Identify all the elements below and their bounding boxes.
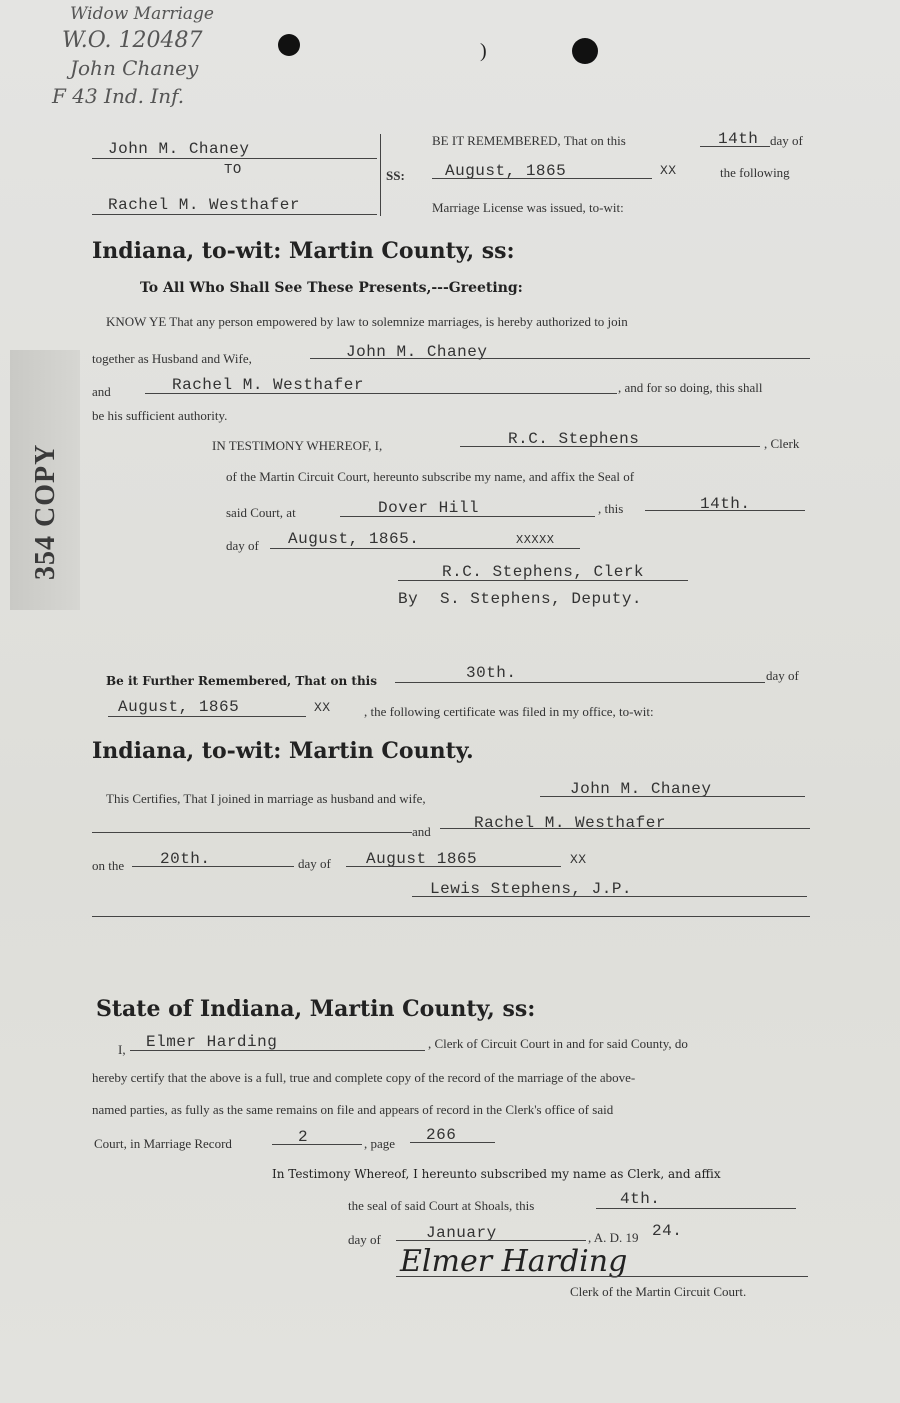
cert-groom: John M. Chaney (570, 780, 712, 798)
cert-day-of: day of (766, 668, 799, 683)
header-following: the following (720, 165, 790, 180)
license-together: together as Husband and Wife, (92, 351, 252, 366)
cert-married-day: 20th. (160, 850, 211, 868)
header-license-issued: Marriage License was issued, to-wit: (432, 200, 624, 215)
license-date-line (270, 548, 580, 549)
header-ss: SS: (386, 168, 405, 183)
attest-year: 24. (652, 1222, 683, 1240)
header-date: August, 1865 (445, 162, 567, 180)
cert-officiant-line (412, 896, 807, 897)
header-to: TO (224, 162, 242, 178)
attest-clerk-line (130, 1050, 425, 1051)
cert-certifies: This Certifies, That I joined in marriage as husband and wife, (106, 791, 426, 806)
attest-heading: State of Indiana, Martin County, ss: (96, 996, 536, 1022)
license-said-court: said Court, at (226, 505, 296, 520)
cert-heading: Indiana, to-wit: Martin County. (92, 738, 474, 764)
attest-day-of: day of (348, 1232, 381, 1247)
header-day: 14th (718, 130, 759, 148)
license-clerk-label: , Clerk (764, 436, 800, 451)
attest-page-label: , page (364, 1136, 396, 1151)
attest-month: January (426, 1224, 497, 1242)
license-place-line (340, 516, 595, 517)
license-by: By (398, 590, 419, 608)
license-bride: Rachel M. Westhafer (172, 376, 364, 394)
attest-ad: , A. D. 19 (588, 1230, 639, 1245)
header-bride: Rachel M. Westhafer (108, 196, 300, 214)
license-place: Dover Hill (378, 499, 480, 517)
cert-end-line (92, 916, 810, 917)
attest-signature-line (396, 1276, 808, 1277)
attest-i: I, (118, 1042, 126, 1057)
cert-on-the: on the (92, 858, 125, 873)
license-greeting: To All Who Shall See These Presents,---Greeting: (140, 280, 523, 296)
license-this-day-line (645, 510, 805, 511)
cert-xx: XX (314, 700, 331, 715)
header-groom: John M. Chaney (108, 140, 250, 158)
header-date-line (432, 178, 652, 179)
cert-further: Be it Further Remembered, That on this (106, 674, 377, 688)
attest-page-no: 266 (426, 1126, 457, 1144)
note-line-3: John Chaney (70, 56, 199, 80)
attest-seal-day-line (596, 1208, 796, 1209)
license-groom-line (310, 358, 810, 359)
attest-seal-at: the seal of said Court at Shoals, this (348, 1198, 535, 1213)
license-clerk-line (460, 446, 760, 447)
header-day-of: day of (770, 133, 803, 148)
license-signed-clerk: R.C. Stephens, Clerk (442, 563, 645, 581)
cert-day-line (395, 682, 765, 683)
license-signed-clerk-line (398, 580, 688, 581)
header-day-line (700, 146, 770, 147)
license-this-day: 14th. (700, 495, 751, 513)
note-line-1: Widow Marriage (70, 4, 214, 24)
cert-blank-line (92, 832, 412, 833)
cert-married-day-line (132, 866, 294, 867)
cert-bride: Rachel M. Westhafer (474, 814, 666, 832)
attest-testimony: In Testimony Whereof, I hereunto subscribed my name as Clerk, and affix (272, 1167, 721, 1181)
header-remembered: BE IT REMEMBERED, That on this (432, 133, 626, 148)
note-line-4: F 43 Ind. Inf. (52, 84, 185, 108)
note-line-2: W.O. 120487 (62, 28, 203, 53)
mark-paren: ) (480, 40, 487, 62)
license-groom: John M. Chaney (346, 343, 488, 361)
license-testimony: IN TESTIMONY WHEREOF, I, (212, 438, 383, 453)
license-day-of: day of (226, 538, 259, 553)
punch-hole-1 (278, 34, 300, 56)
header-bracket (380, 134, 381, 216)
license-heading: Indiana, to-wit: Martin County, ss: (92, 238, 515, 264)
cert-and: and (412, 824, 431, 839)
header-groom-line (92, 158, 377, 159)
license-authority: be his sufficient authority. (92, 408, 228, 423)
cert-date: August, 1865 (118, 698, 240, 716)
license-clerk-name: R.C. Stephens (508, 430, 640, 448)
license-date: August, 1865. (288, 530, 420, 548)
cert-date-line (108, 716, 306, 717)
license-this-label: , this (598, 501, 624, 516)
license-of-court: of the Martin Circuit Court, hereunto subscribe my name, and affix the Seal of (226, 469, 635, 484)
attest-line3: named parties, as fully as the same remains on file and appears of record in the Clerk's office of said (92, 1102, 614, 1117)
cert-married-date: August 1865 (366, 850, 478, 868)
license-deputy: S. Stephens, Deputy. (440, 590, 643, 608)
attest-record-line (272, 1144, 362, 1145)
cert-married-date-line (346, 866, 561, 867)
cert-following: , the following certificate was filed in my office, to-wit: (364, 704, 654, 719)
license-and: and (92, 384, 111, 399)
license-xxxx: XXXXX (516, 533, 555, 547)
license-bride-line (145, 393, 617, 394)
cert-bride-line (440, 828, 810, 829)
header-bride-line (92, 214, 377, 215)
attest-clerk: Elmer Harding (146, 1033, 278, 1051)
attest-record-prefix: Court, in Marriage Record (94, 1136, 232, 1151)
license-and-for: , and for so doing, this shall (618, 380, 763, 395)
copy-stamp: 354 COPY (30, 443, 61, 580)
attest-seal-day: 4th. (620, 1190, 661, 1208)
attest-clerk-text: , Clerk of Circuit Court in and for said County, do (428, 1036, 688, 1051)
attest-signature-caption: Clerk of the Martin Circuit Court. (570, 1284, 747, 1299)
punch-hole-2 (572, 38, 598, 64)
cert-officiant: Lewis Stephens, J.P. (430, 880, 633, 898)
cert-xx2: XX (570, 852, 587, 867)
attest-signature: Elmer Harding (400, 1244, 628, 1279)
cert-groom-line (540, 796, 805, 797)
cert-day-of2: day of (298, 856, 331, 871)
cert-day: 30th. (466, 664, 517, 682)
license-know-ye: KNOW YE That any person empowered by law to solemnize marriages, is hereby authorized to join (106, 314, 628, 329)
attest-line2: hereby certify that the above is a full, true and complete copy of the record of the marriage of the above- (92, 1070, 636, 1085)
attest-page-line (410, 1142, 495, 1143)
attest-month-line (396, 1240, 586, 1241)
header-xx: XX (660, 163, 677, 178)
attest-record-no: 2 (298, 1128, 309, 1146)
